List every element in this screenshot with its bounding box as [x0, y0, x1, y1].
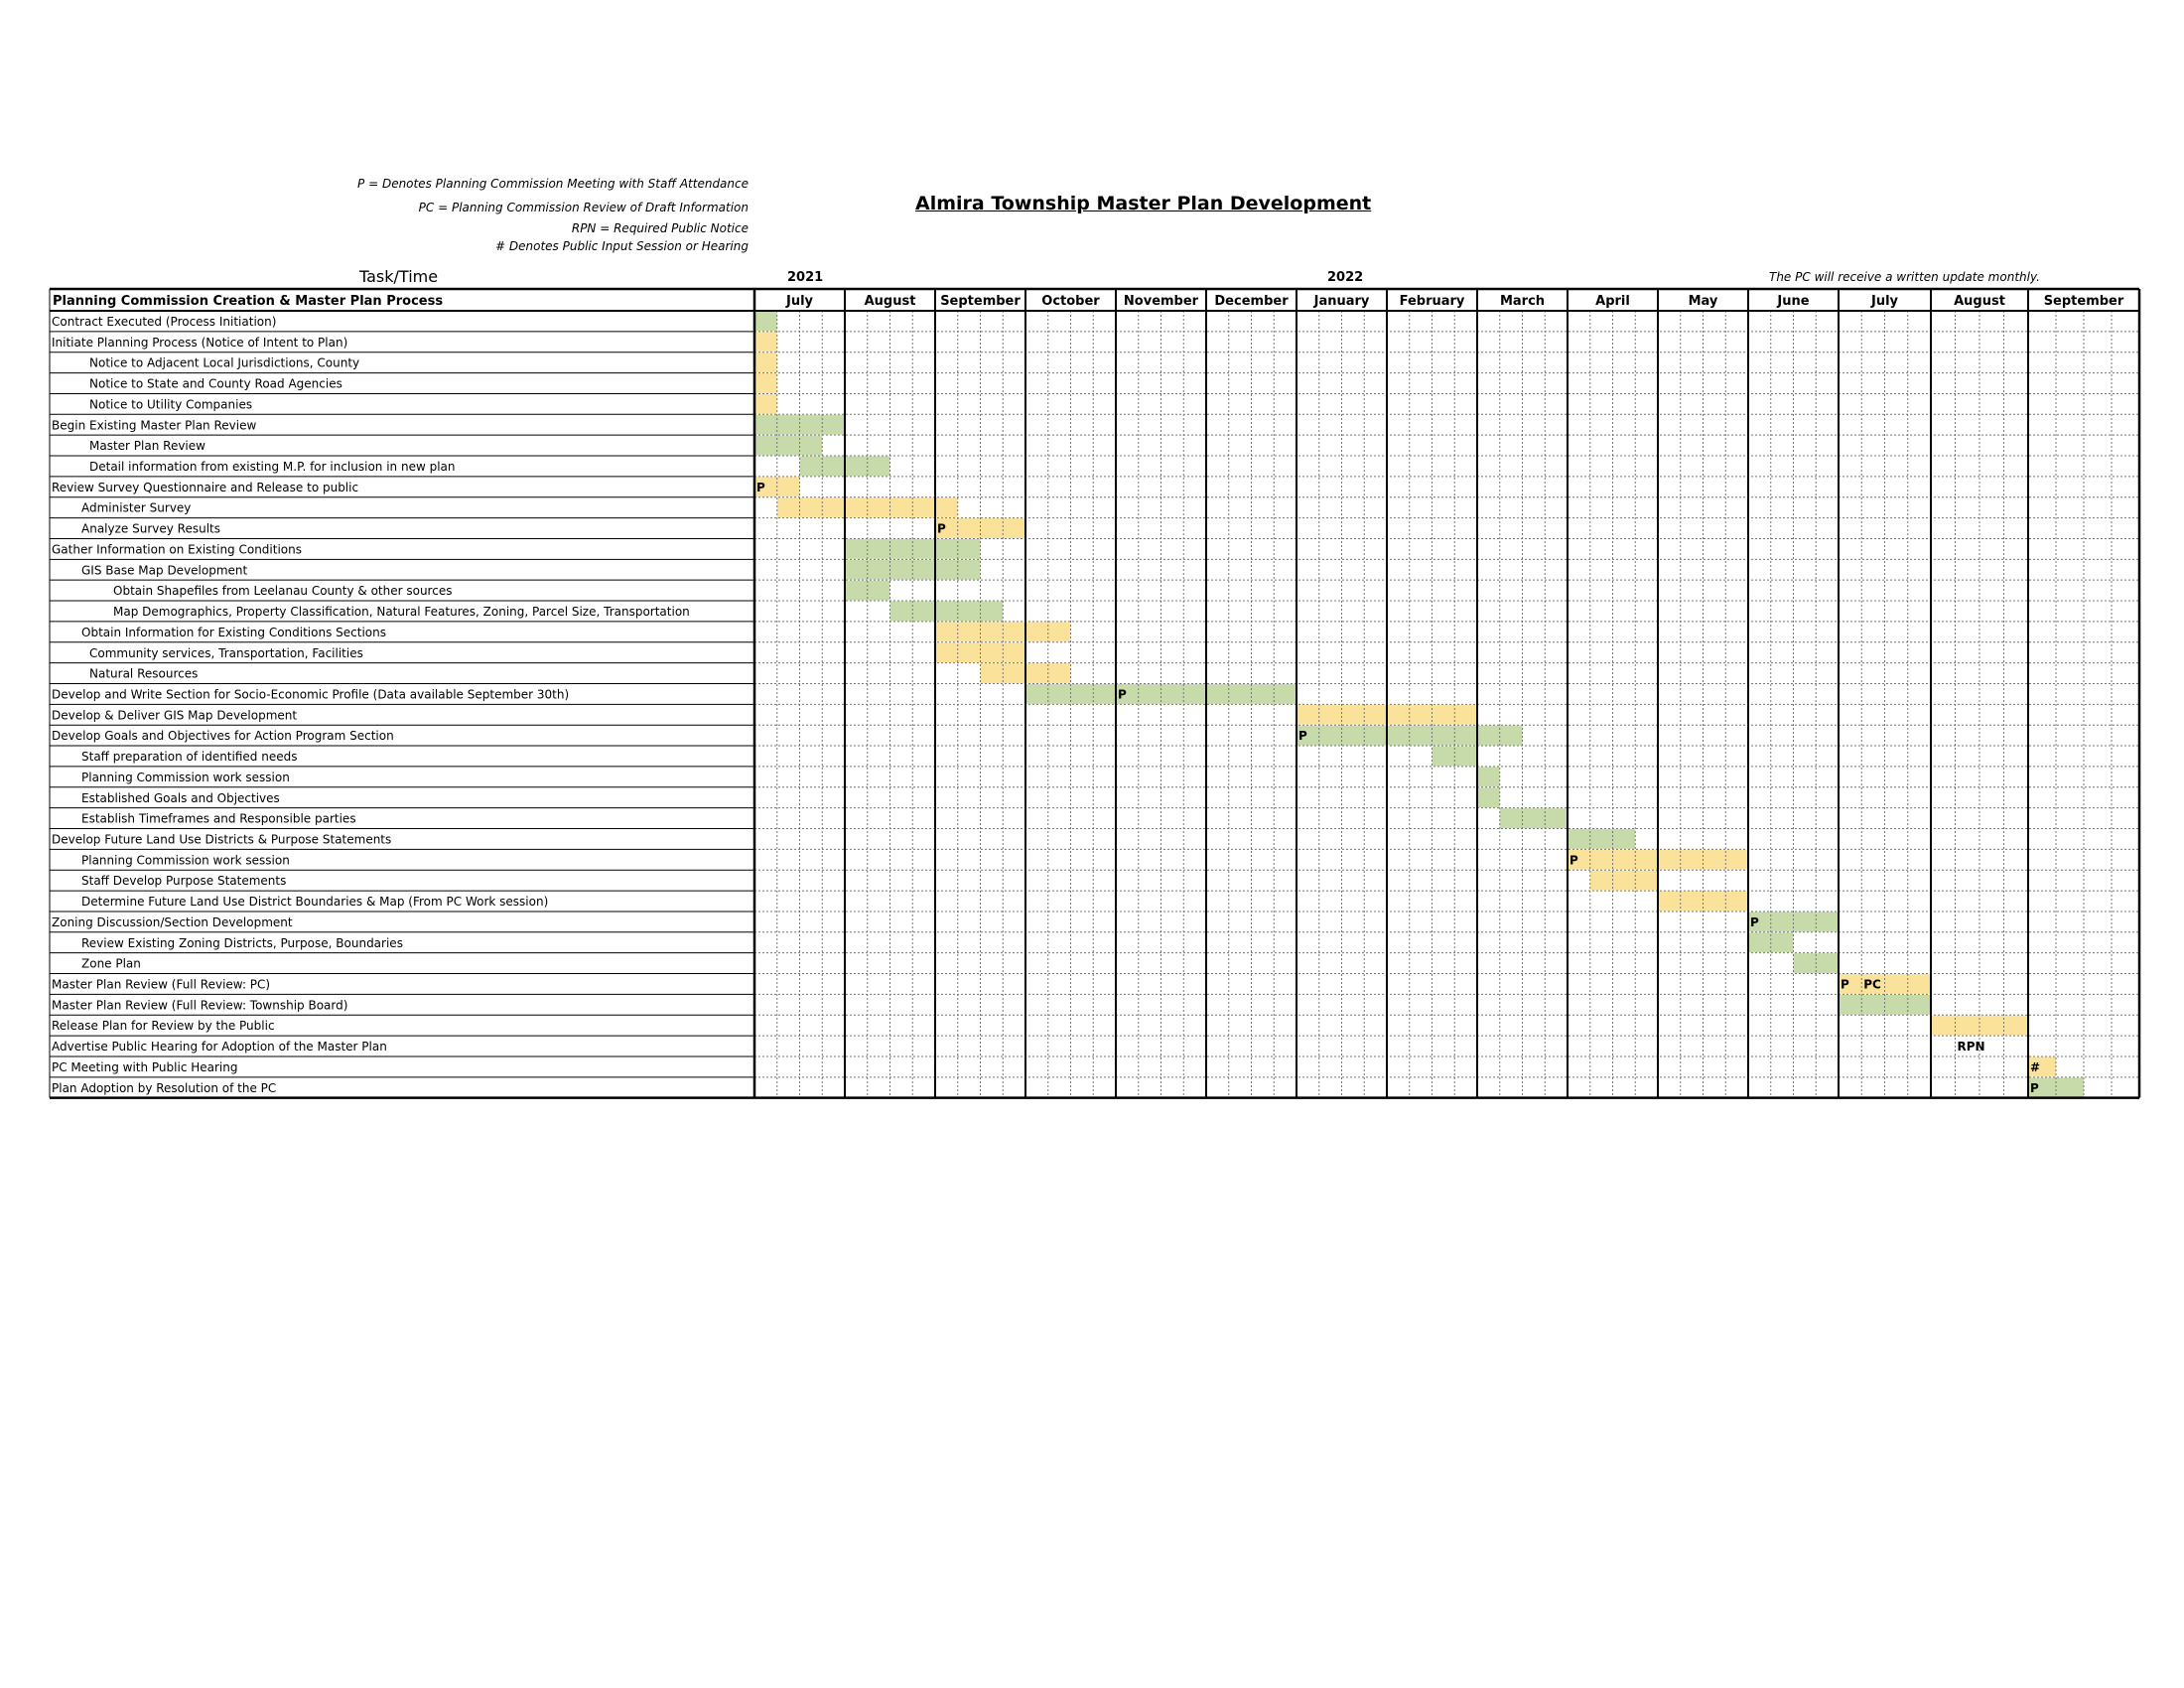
milestone-marker: P — [937, 521, 946, 536]
gantt-bar — [1477, 767, 1500, 786]
month-label: June — [1777, 294, 1810, 309]
task-label: Planning Commission work session — [81, 853, 290, 868]
milestone-marker: P — [1118, 687, 1127, 702]
task-label: Natural Resources — [89, 666, 199, 681]
task-label: Determine Future Land Use District Boundaries & Map (From PC Work session) — [81, 895, 549, 910]
month-label: August — [1954, 294, 2005, 309]
task-label: Review Existing Zoning Districts, Purpose, Boundaries — [81, 935, 403, 950]
month-label: November — [1123, 294, 1199, 309]
task-label: Established Goals and Objectives — [81, 790, 280, 805]
gantt-bar — [1500, 808, 1568, 828]
task-label: Obtain Information for Existing Conditions Sections — [81, 625, 386, 639]
month-label: July — [1870, 294, 1899, 309]
month-label: August — [864, 294, 916, 309]
milestone-marker: P — [1298, 729, 1307, 744]
month-label: September — [940, 294, 1021, 309]
task-label: Develop and Write Section for Socio-Economic Profile (Data available September 30th) — [52, 687, 570, 702]
legend-planning-commission-meeting: P = Denotes Planning Commission Meeting with Staff Attendance — [357, 177, 749, 191]
gantt-bar — [754, 332, 777, 352]
task-label: Master Plan Review — [89, 439, 205, 454]
task-label: Gather Information on Existing Conditions — [52, 542, 302, 557]
task-label: Master Plan Review (Full Review: Township Board) — [52, 998, 348, 1013]
task-label: GIS Base Map Development — [81, 563, 248, 578]
month-label: May — [1688, 294, 1718, 309]
header-task-label: Planning Commission Creation & Master Plan Process — [53, 294, 444, 309]
task-label: Contract Executed (Process Initiation) — [52, 315, 277, 329]
task-label: Zone Plan — [81, 956, 141, 971]
month-label: October — [1041, 294, 1100, 309]
milestone-marker: P — [756, 480, 765, 494]
task-time-label: Task/Time — [359, 267, 439, 286]
milestone-marker: # — [2030, 1059, 2041, 1074]
task-label: Plan Adoption by Resolution of the PC — [52, 1080, 277, 1095]
task-label: Staff Develop Purpose Statements — [81, 874, 287, 889]
gantt-bar — [1568, 829, 1635, 849]
month-label: September — [2043, 294, 2124, 309]
task-label: Establish Timeframes and Responsible parties — [81, 811, 356, 826]
task-label: Master Plan Review (Full Review: PC) — [52, 977, 271, 992]
legend-pc-review: PC = Planning Commission Review of Draft Information — [418, 201, 749, 214]
task-label: Advertise Public Hearing for Adoption of the Master Plan — [52, 1040, 387, 1055]
month-label: December — [1214, 294, 1289, 309]
milestone-marker: P — [2030, 1080, 2039, 1095]
task-label: Initiate Planning Process (Notice of Intent to Plan) — [52, 335, 348, 350]
month-label: January — [1313, 294, 1370, 309]
gantt-bar — [754, 394, 777, 414]
milestone-marker: P — [1841, 977, 1849, 992]
task-label: Administer Survey — [81, 500, 192, 515]
task-label: Notice to Adjacent Local Jurisdictions, County — [89, 355, 360, 370]
gantt-bar — [754, 312, 777, 332]
task-label: PC Meeting with Public Hearing — [52, 1059, 238, 1074]
year-2021-label: 2021 — [787, 270, 824, 285]
task-label: Notice to Utility Companies — [89, 397, 253, 412]
task-label: Review Survey Questionnaire and Release to public — [52, 480, 359, 494]
legend-public-input-session: # Denotes Public Input Session or Hearing — [495, 239, 749, 253]
gantt-bar — [1477, 787, 1500, 807]
task-label: Develop Future Land Use Districts & Purpose Statements — [52, 832, 392, 847]
task-label: Staff preparation of identified needs — [81, 750, 298, 765]
gantt-bar — [890, 602, 1004, 622]
year-2022-label: 2022 — [1327, 270, 1364, 285]
monthly-update-note: The PC will receive a written update monthly. — [1769, 270, 2040, 284]
month-label: February — [1399, 294, 1465, 309]
task-label: Map Demographics, Property Classification, Natural Features, Zoning, Parcel Size, Transportation — [113, 605, 690, 620]
milestone-marker: P — [1750, 914, 1759, 929]
month-label: April — [1595, 294, 1630, 309]
gantt-bar — [754, 373, 777, 393]
legend-required-public-notice: RPN = Required Public Notice — [571, 221, 749, 235]
task-label: Release Plan for Review by the Public — [52, 1019, 275, 1034]
task-label: Develop Goals and Objectives for Action Program Section — [52, 729, 394, 744]
month-label: March — [1499, 294, 1546, 309]
gantt-bar — [754, 352, 777, 372]
gantt-bar — [754, 436, 822, 456]
month-label: July — [785, 294, 814, 309]
task-label: Notice to State and County Road Agencies — [89, 376, 342, 391]
task-label: Analyze Survey Results — [81, 521, 220, 536]
page-title: Almira Township Master Plan Development — [915, 193, 1372, 214]
task-label: Community services, Transportation, Facilities — [89, 645, 363, 660]
task-label: Zoning Discussion/Section Development — [52, 914, 293, 929]
milestone-marker: RPN — [1957, 1040, 1985, 1055]
task-label: Develop & Deliver GIS Map Development — [52, 708, 298, 723]
task-label: Planning Commission work session — [81, 770, 290, 784]
task-label: Detail information from existing M.P. for inclusion in new plan — [89, 460, 456, 475]
task-label: Obtain Shapefiles from Leelanau County & other sources — [113, 584, 453, 599]
gantt-bar — [1590, 871, 1658, 891]
task-label: Begin Existing Master Plan Review — [52, 418, 257, 433]
milestone-marker: P — [1570, 853, 1578, 868]
milestone-marker: PC — [1863, 977, 1881, 992]
